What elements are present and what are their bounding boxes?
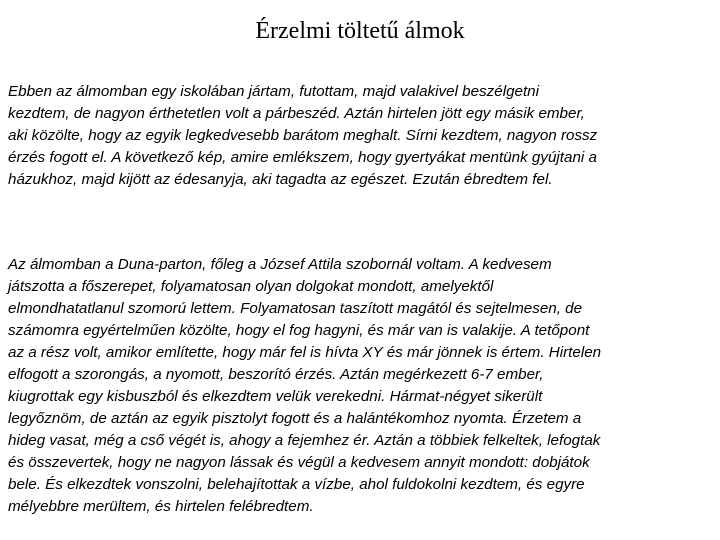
paragraph-line: és összevertek, hogy ne nagyon lássak és végül a kedvesem annyit mondott: dobjátok	[8, 454, 590, 471]
paragraph-line: Ebben az álmomban egy iskolában jártam, futottam, majd valakivel beszélgetni	[8, 83, 539, 100]
paragraph-line: kezdtem, de nagyon érthetetlen volt a párbeszéd. Aztán hirtelen jött egy másik ember,	[8, 105, 585, 122]
paragraph-line: bele. És elkezdtek vonszolni, belehajítottak a vízbe, ahol fuldokolni kezdtem, és egyre	[8, 476, 585, 493]
paragraph-line: házukhoz, majd kijött az édesanyja, aki tagadta az egészet. Ezután ébredtem fel.	[8, 171, 553, 188]
dream-paragraph-1	[8, 81, 712, 191]
paragraph-line: legyőznöm, de aztán az egyik pisztolyt fogott és a halántékomhoz nyomta. Érzetem a	[8, 410, 582, 427]
paragraph-line: mélyebbre merültem, és hirtelen felébredtem.	[8, 498, 314, 515]
paragraph-line: elmondhatatlanul szomorú lettem. Folyamatosan taszított magától és sejtelmesen, de	[8, 300, 583, 317]
paragraph-line: aki közölte, hogy az egyik legkedvesebb barátom meghalt. Sírni kezdtem, nagyon rossz	[8, 127, 598, 144]
dream-paragraph-2	[8, 254, 712, 518]
paragraph-line: az a rész volt, amikor említette, hogy már fel is hívta XY és már jönnek is értem. Hirtelen	[8, 344, 602, 361]
paragraph-line: játszotta a főszerepet, folyamatosan olyan dolgokat mondott, amelyektől	[8, 278, 494, 295]
slide-title: Érzelmi töltetű álmok	[255, 18, 465, 44]
paragraph-line: Az álmomban a Duna-parton, főleg a József Attila szobornál voltam. A kedvesem	[8, 256, 552, 273]
paragraph-line: érzés fogott el. A következő kép, amire emlékszem, hogy gyertyákat mentünk gyújtani a	[8, 149, 597, 166]
paragraph-line: elfogott a szorongás, a nyomott, beszorító érzés. Aztán megérkezett 6-7 ember,	[8, 366, 544, 383]
paragraph-line: kiugrottak egy kisbuszból és elkezdtem velük verekedni. Hármat-négyet sikerült	[8, 388, 543, 405]
paragraph-line: számomra egyértelműen közölte, hogy el fog hagyni, és már van is valakije. A tetőpont	[8, 322, 590, 339]
paragraph-line: hideg vasat, még a cső végét is, ahogy a fejemhez ér. Aztán a többiek felkeltek, lefogtak	[8, 432, 601, 449]
